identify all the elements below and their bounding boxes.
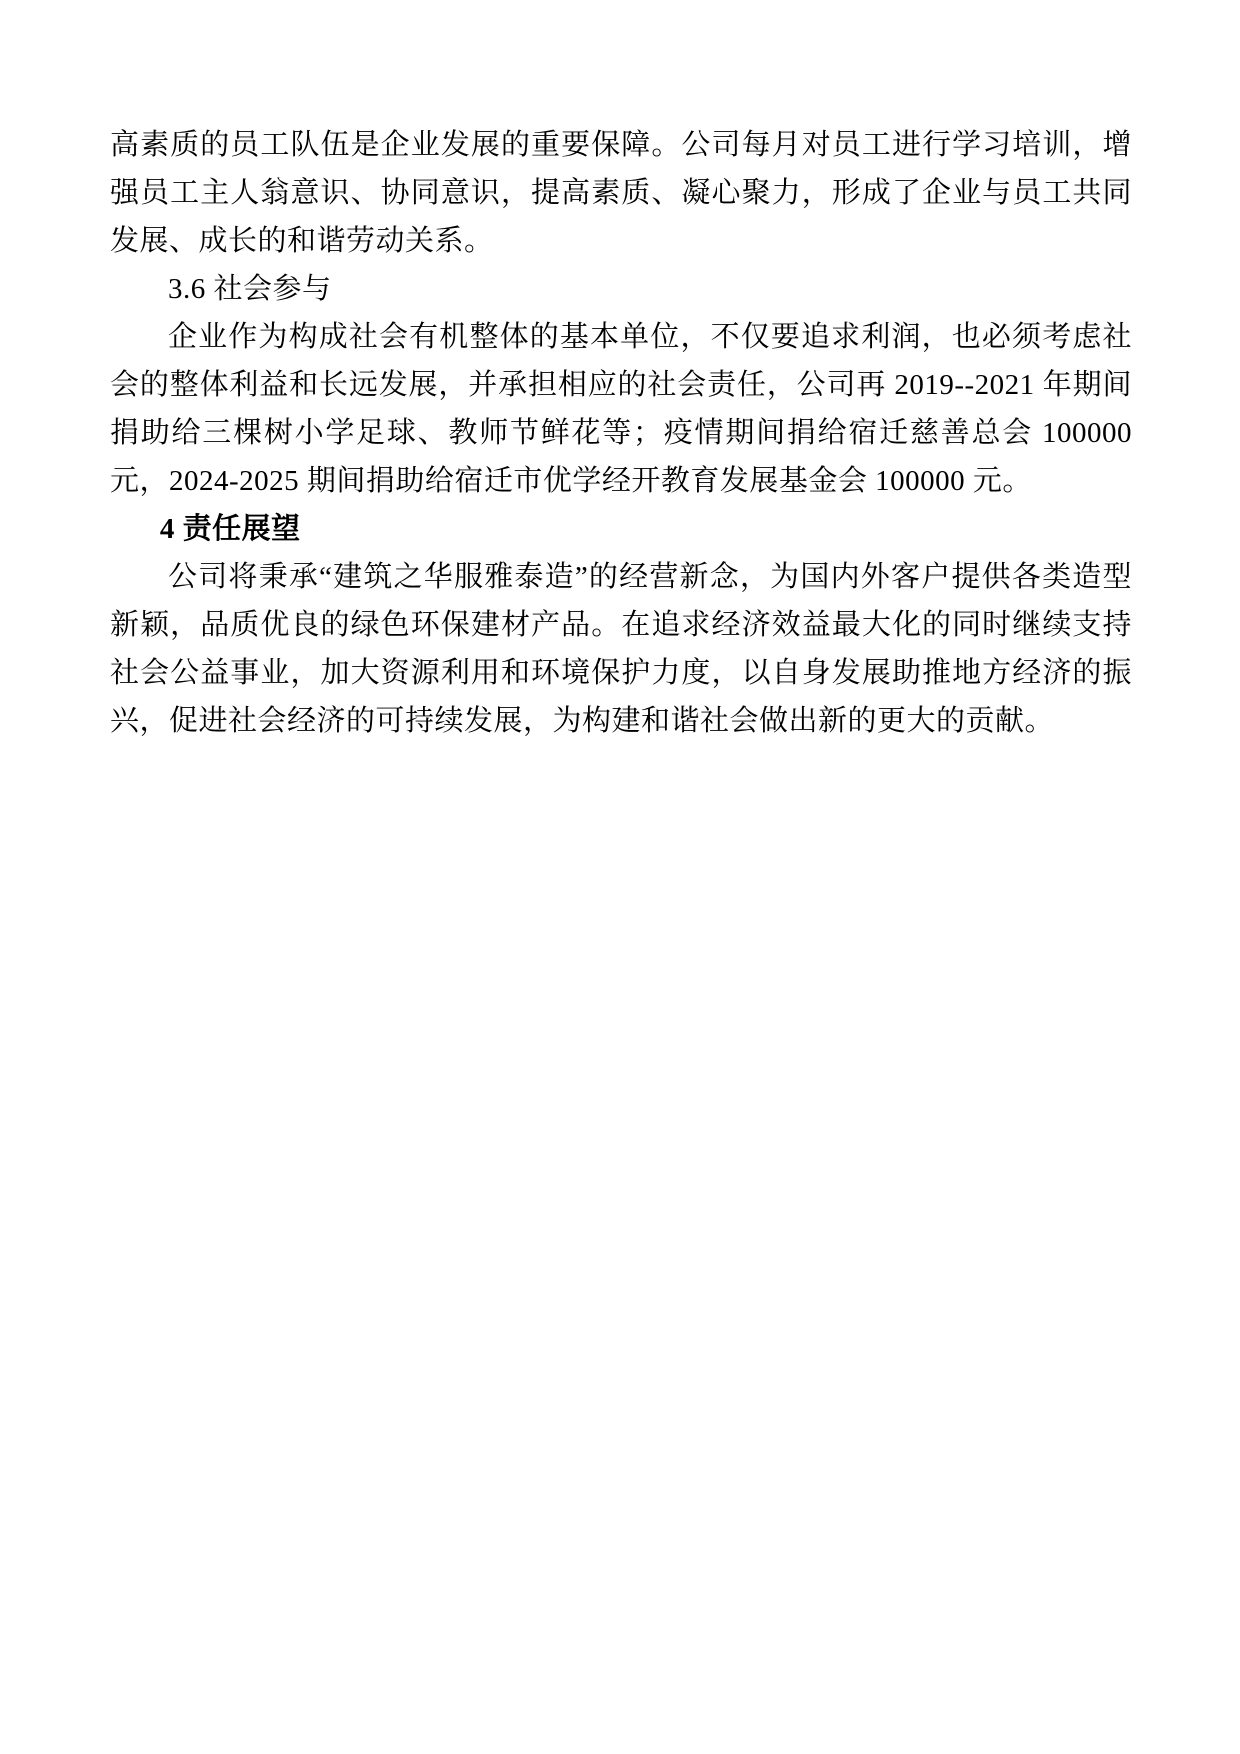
section-heading-4-responsibility-outlook: 4 责任展望: [159, 513, 301, 545]
paragraph-social-participation: 企业作为构成社会有机整体的基本单位，不仅要追求利润，也必须考虑社会的整体利益和长远发展，并承担相应的社会责任，公司再 2019--2021 年期间捐助给三棵树小学足球、教师节鲜花等；疫情期间捐给宿迁慈善总会 100000 元，2024-2025 期间捐助给宿迁市优学经开教育发展基金会 100000 元。: [110, 321, 1132, 497]
paragraph-employee-training: 高素质的员工队伍是企业发展的重要保障。公司每月对员工进行学习培训，增强员工主人翁意识、协同意识，提高素质、凝心聚力，形成了企业与员工共同发展、成长的和谐劳动关系。: [110, 129, 1132, 257]
document-text-block: [110, 121, 1132, 745]
section-heading-3-6-social-participation: 3.6 社会参与: [168, 273, 332, 305]
paragraph-responsibility-outlook: 公司将秉承“建筑之华服雅泰造”的经营新念，为国内外客户提供各类造型新颖，品质优良的绿色环保建材产品。在追求经济效益最大化的同时继续支持社会公益事业，加大资源利用和环境保护力度，以自身发展助推地方经济的振兴，促进社会经济的可持续发展，为构建和谐社会做出新的更大的贡献。: [110, 561, 1132, 737]
